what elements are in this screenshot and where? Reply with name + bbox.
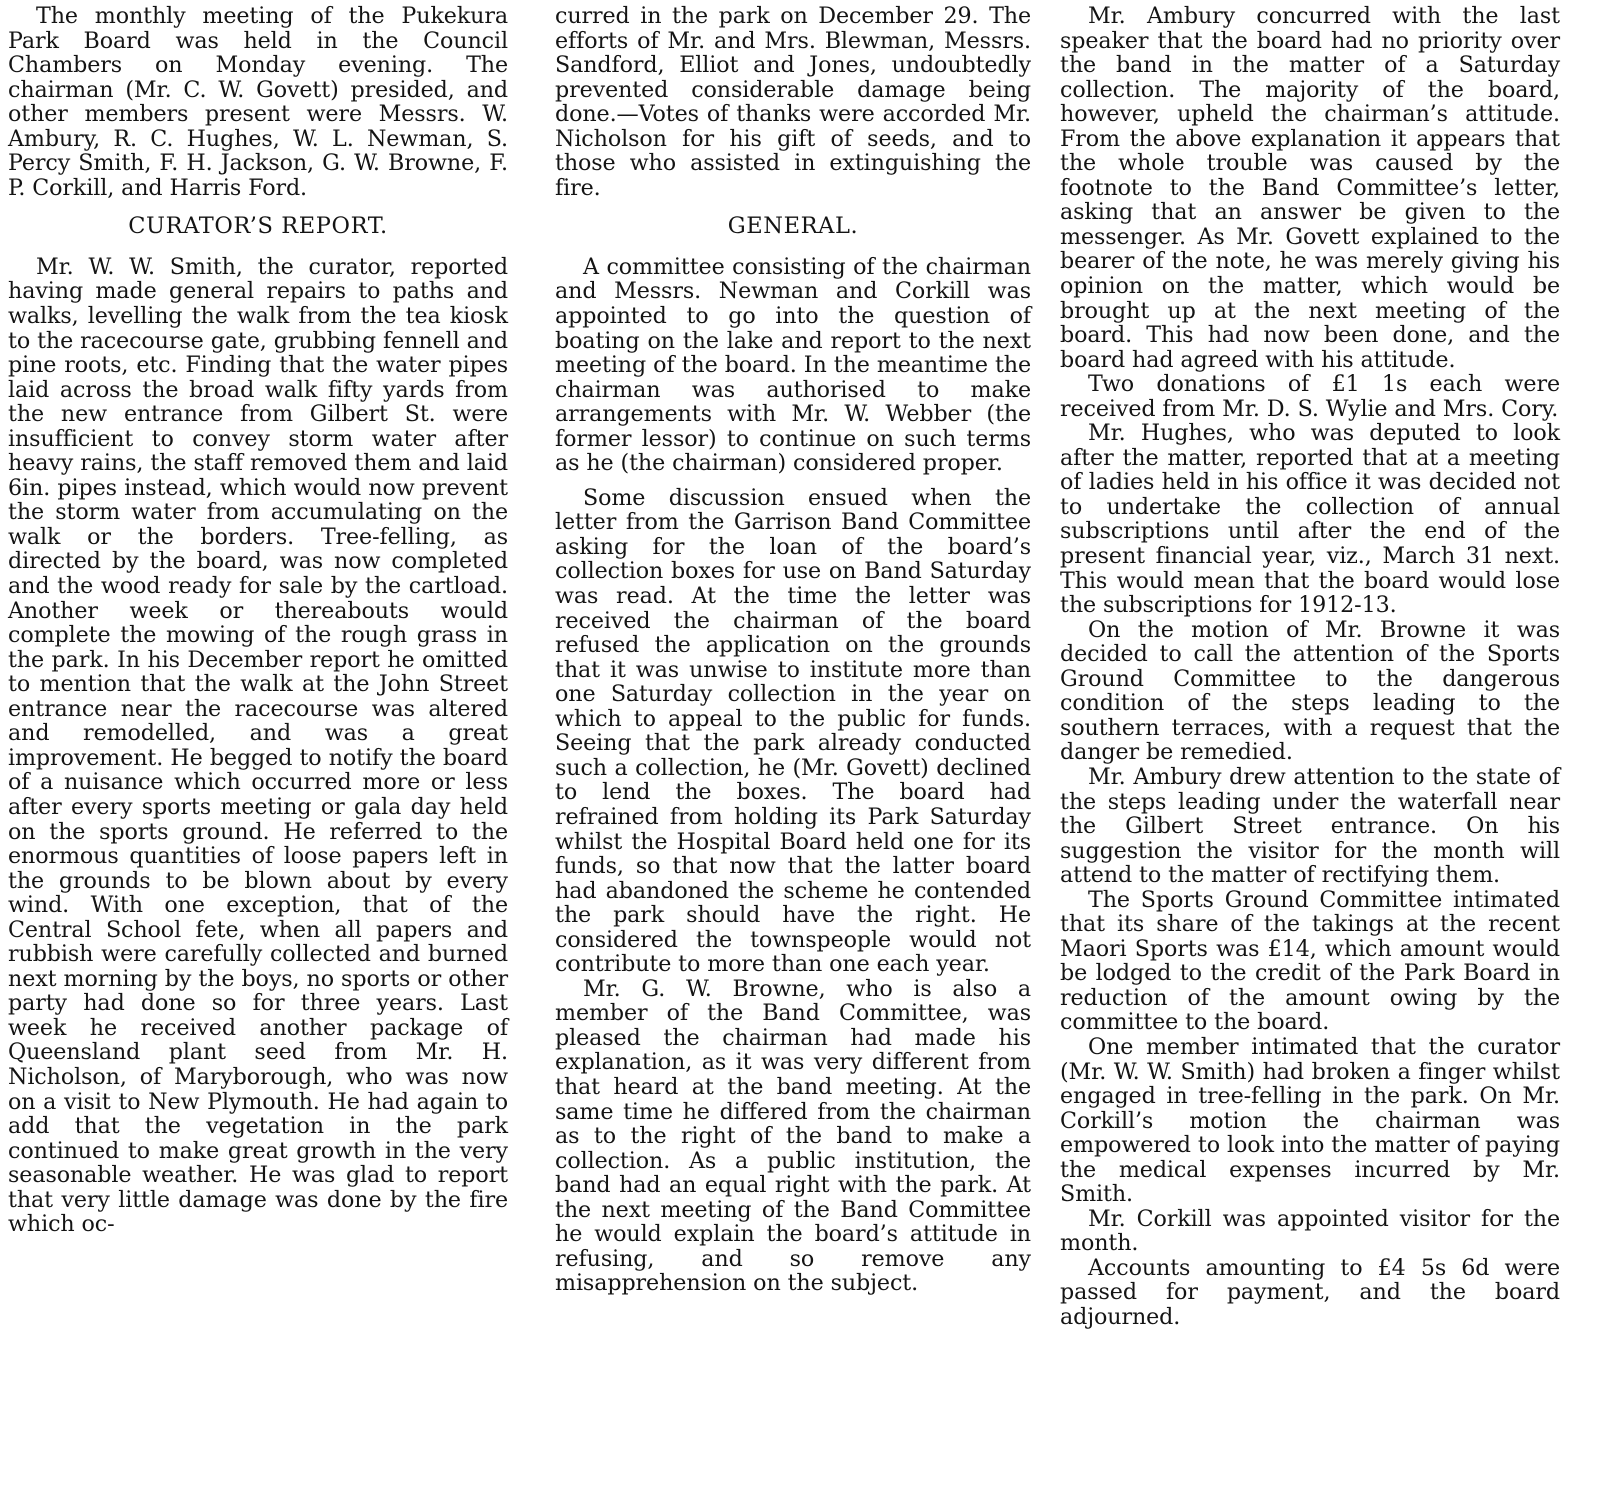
- general-heading: GENERAL.: [727, 213, 859, 240]
- column-2: [555, 4, 1031, 1296]
- accounts-paragraph: Accounts amounting to £4 5s 6d were passed for payment, and the board adjourned.: [1060, 1254, 1560, 1330]
- hughes-paragraph: Mr. Hughes, who was deputed to look after the matter, reported that at a meeting of ladies held in his office it was decided not to undertake the collection of annual subscriptions until after the end of the present financial year, viz., March 31 next. This would mean that the board would lose the subscriptions for 1912-13.: [1060, 420, 1560, 619]
- browne-motion-paragraph: On the motion of Mr. Browne it was decided to call the attention of the Sports Ground Committee to the dangerous condition of the steps leading to the southern terraces, with a request that the danger be remedied.: [1060, 616, 1560, 766]
- ambury-paragraph: Mr. Ambury concurred with the last speaker that the board had no priority over the band in the matter of a Saturday collection. The majority of the board, however, upheld the chairman’s attitude. From the above explanation it appears that the whole trouble was caused by the footnote to the Band Committee’s letter, asking that an answer be given to the messenger. As Mr. Govett explained to the bearer of the note, he was merely giving his opinion on the matter, which would be brought up at the next meeting of the board. This had now been done, and the board had agreed with his attitude.: [1060, 3, 1560, 373]
- sports-ground-paragraph: The Sports Ground Committee intimated that its share of the takings at the recent Maori Sports was £14, which amount would be lodged to the credit of the Park Board in reduction of the amount owing by the committee to the board.: [1060, 886, 1560, 1036]
- column-3: [1060, 4, 1560, 1330]
- curators-report-heading: CURATOR’S REPORT.: [128, 213, 388, 240]
- browne-paragraph: Mr. G. W. Browne, who is also a member of the Band Committee, was pleased the chairman had made his explanation, as it was very different from that heard at the band meeting. At the same time he differed from the chairman as to the right of the band to make a collection. As a public institution, the band had an equal right with the park. At the next meeting of the Band Committee he would explain the board’s attitude in refusing, and so remove any misapprehension on the subject.: [555, 975, 1031, 1297]
- donations-paragraph: Two donations of £1 1s each were received from Mr. D. S. Wylie and Mrs. Cory.: [1060, 371, 1560, 422]
- column-1: [8, 4, 508, 1237]
- band-letter-paragraph: Some discussion ensued when the letter from the Garrison Band Committee asking for the loan of the board’s collection boxes for use on Band Saturday was read. At the time the letter was received the chairman of the board refused the application on the grounds that it was unwise to institute more than one Saturday collection in the year on which to appeal to the public for funds. Seeing that the park already conducted such a collection, he (Mr. Govett) declined to lend the boxes. The board had refrained from holding its Park Saturday whilst the Hospital Board held one for its funds, so that now that the latter board had abandoned the scheme he contended the park should have the right. He considered the townspeople would not contribute to more than one each year.: [555, 484, 1031, 978]
- continued-paragraph: curred in the park on December 29. The efforts of Mr. and Mrs. Blewman, Messrs. Sandford, Elliot and Jones, undoubtedly prevented considerable damage being done.—Votes of thanks were accorded Mr. Nicholson for his gift of seeds, and to those who assisted in extinguishing the fire.: [555, 3, 1031, 201]
- visitor-paragraph: Mr. Corkill was appointed visitor for the month.: [1060, 1205, 1560, 1257]
- intro-paragraph: The monthly meeting of the Pukekura Park Board was held in the Council Chambers on Monday evening. The chairman (Mr. C. W. Govett) presided, and other members present were Messrs. W. Ambury, R. C. Hughes, W. L. Newman, S. Percy Smith, F. H. Jackson, G. W. Browne, F. P. Corkill, and Harris Ford.: [8, 3, 508, 201]
- boating-paragraph: A committee consisting of the chairman and Messrs. Newman and Corkill was appointed to go into the question of boating on the lake and report to the next meeting of the board. In the meantime the chairman was authorised to make arrangements with Mr. W. Webber (the former lessor) to continue on such terms as he (the chairman) considered proper.: [555, 253, 1031, 477]
- steps-paragraph: Mr. Ambury drew attention to the state of the steps leading under the waterfall near the Gilbert Street entrance. On his suggestion the visitor for the month will attend to the matter of rectifying them.: [1060, 763, 1560, 889]
- curator-injury-paragraph: One member intimated that the curator (Mr. W. W. Smith) had broken a finger whilst engaged in tree-felling in the park. On Mr. Corkill’s motion the chairman was empowered to look into the matter of paying the medical expenses incurred by Mr. Smith.: [1060, 1033, 1560, 1208]
- curators-report-paragraph: Mr. W. W. Smith, the curator, reported having made general repairs to paths and walks, levelling the walk from the tea kiosk to the racecourse gate, grubbing fennell and pine roots, etc. Finding that the water pipes laid across the broad walk fifty yards from the new entrance from Gilbert St. were insufficient to convey storm water after heavy rains, the staff removed them and laid 6in. pipes instead, which would now prevent the storm water from accumulating on the walk or the borders. Tree-felling, as directed by the board, was now completed and the wood ready for sale by the cartload. Another week or thereabouts would complete the mowing of the rough grass in the park. In his December report he omitted to mention that the walk at the John Street entrance near the racecourse was altered and remodelled, and was a great improvement. He begged to notify the board of a nuisance which occurred more or less after every sports meeting or gala day held on the sports ground. He referred to the enormous quantities of loose papers left in the grounds to be blown about by every wind. With one exception, that of the Central School fete, when all papers and rubbish were carefully collected and burned next morning by the boys, no sports or other party had done so for three years. Last week he received another package of Queensland plant seed from Mr. H. Nicholson, of Maryborough, who was now on a visit to New Plymouth. He had again to add that the vegetation in the park continued to make great growth in the very seasonable weather. He was glad to report that very little damage was done by the fire which oc-: [8, 253, 508, 1238]
